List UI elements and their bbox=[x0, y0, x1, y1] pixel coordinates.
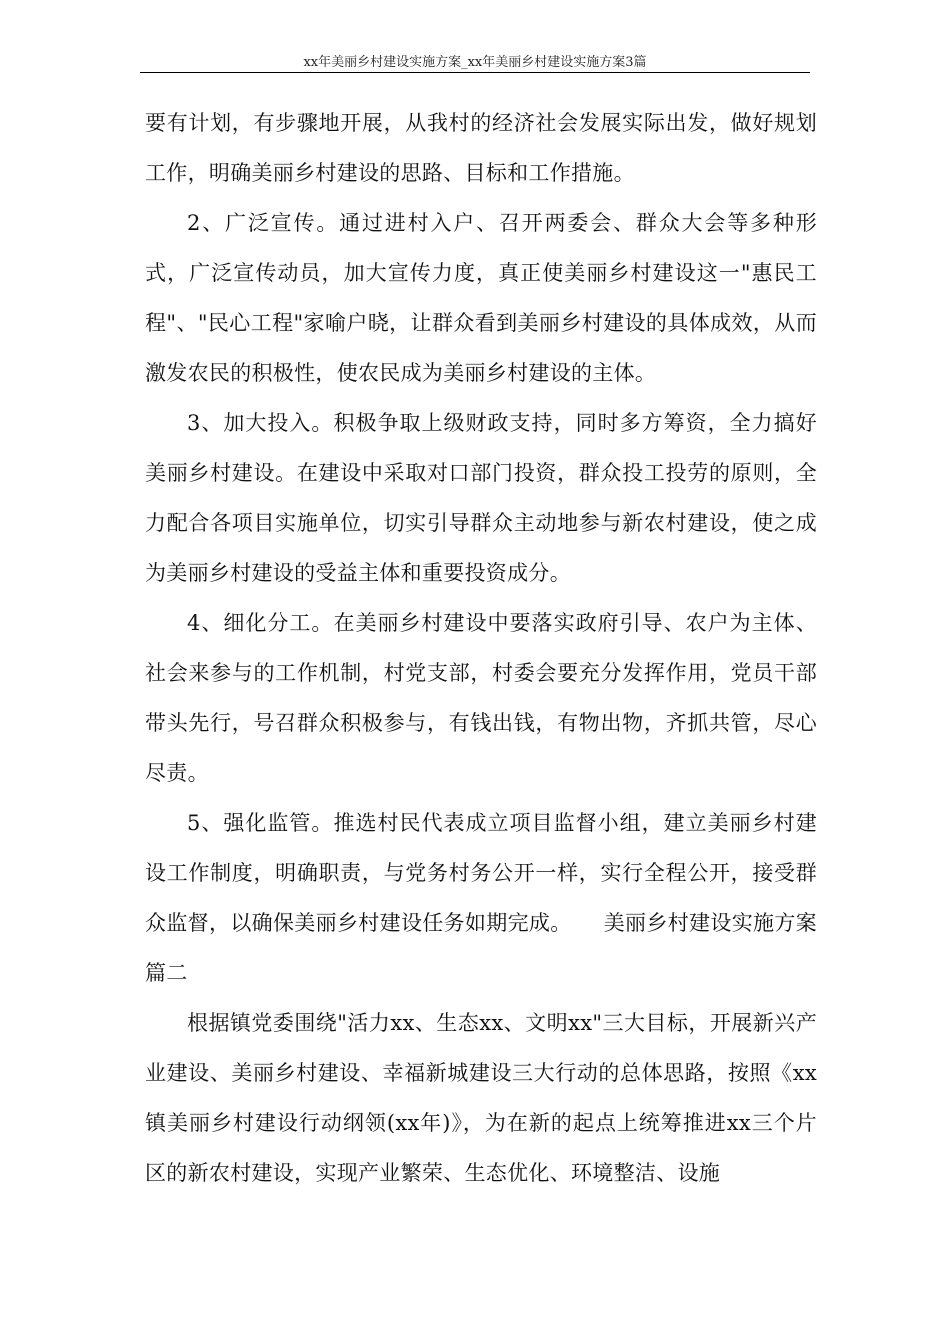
paragraph-item-4-division-of-labor: 4、细化分工。在美丽乡村建设中要落实政府引导、农户为主体、社会来参与的工作机制，村党支部，村委会要充分发挥作用，党员干部带头先行，号召群众积极参与，有钱出钱，有物出物，齐抓共管，尽心尽责。 bbox=[145, 611, 817, 785]
paragraph-continuation: 要有计划，有步骤地开展，从我村的经济社会发展实际出发，做好规划工作，明确美丽乡村建设的思路、目标和工作措施。 bbox=[145, 111, 817, 185]
header-rule bbox=[140, 72, 810, 73]
paragraph-item-3-investment: 3、加大投入。积极争取上级财政支持，同时多方筹资，全力搞好美丽乡村建设。在建设中采取对口部门投资，群众投工投劳的原则，全力配合各项目实施单位，切实引导群众主动地参与新农村建设，使之成为美丽乡村建设的受益主体和重要投资成分。 bbox=[145, 411, 817, 585]
paragraph-item-2-publicity: 2、广泛宣传。通过进村入户、召开两委会、群众大会等多种形式，广泛宣传动员，加大宣传力度，真正使美丽乡村建设这一"惠民工程"、"民心工程"家喻户晓，让群众看到美丽乡村建设的具体成效，从而激发农民的积极性，使农民成为美丽乡村建设的主体。 bbox=[145, 211, 817, 385]
running-header: xx年美丽乡村建设实施方案_xx年美丽乡村建设实施方案3篇 bbox=[303, 55, 647, 70]
body-text bbox=[145, 98, 817, 1198]
paragraph-item-5-supervision: 5、强化监管。推选村民代表成立项目监督小组，建立美丽乡村建设工作制度，明确职责，与党务村务公开一样，实行全程公开，接受群众监督，以确保美丽乡村建设任务如期完成。 美丽乡村建设实施方案篇二 bbox=[145, 811, 817, 985]
paragraph-section-two-intro: 根据镇党委围绕"活力xx、生态xx、文明xx"三大目标，开展新兴产业建设、美丽乡村建设、幸福新城建设三大行动的总体思路，按照《xx镇美丽乡村建设行动纲领(xx年)》，为在新的起点上统筹推进xx三个片区的新农村建设，实现产业繁荣、生态优化、环境整洁、设施 bbox=[145, 1011, 817, 1185]
